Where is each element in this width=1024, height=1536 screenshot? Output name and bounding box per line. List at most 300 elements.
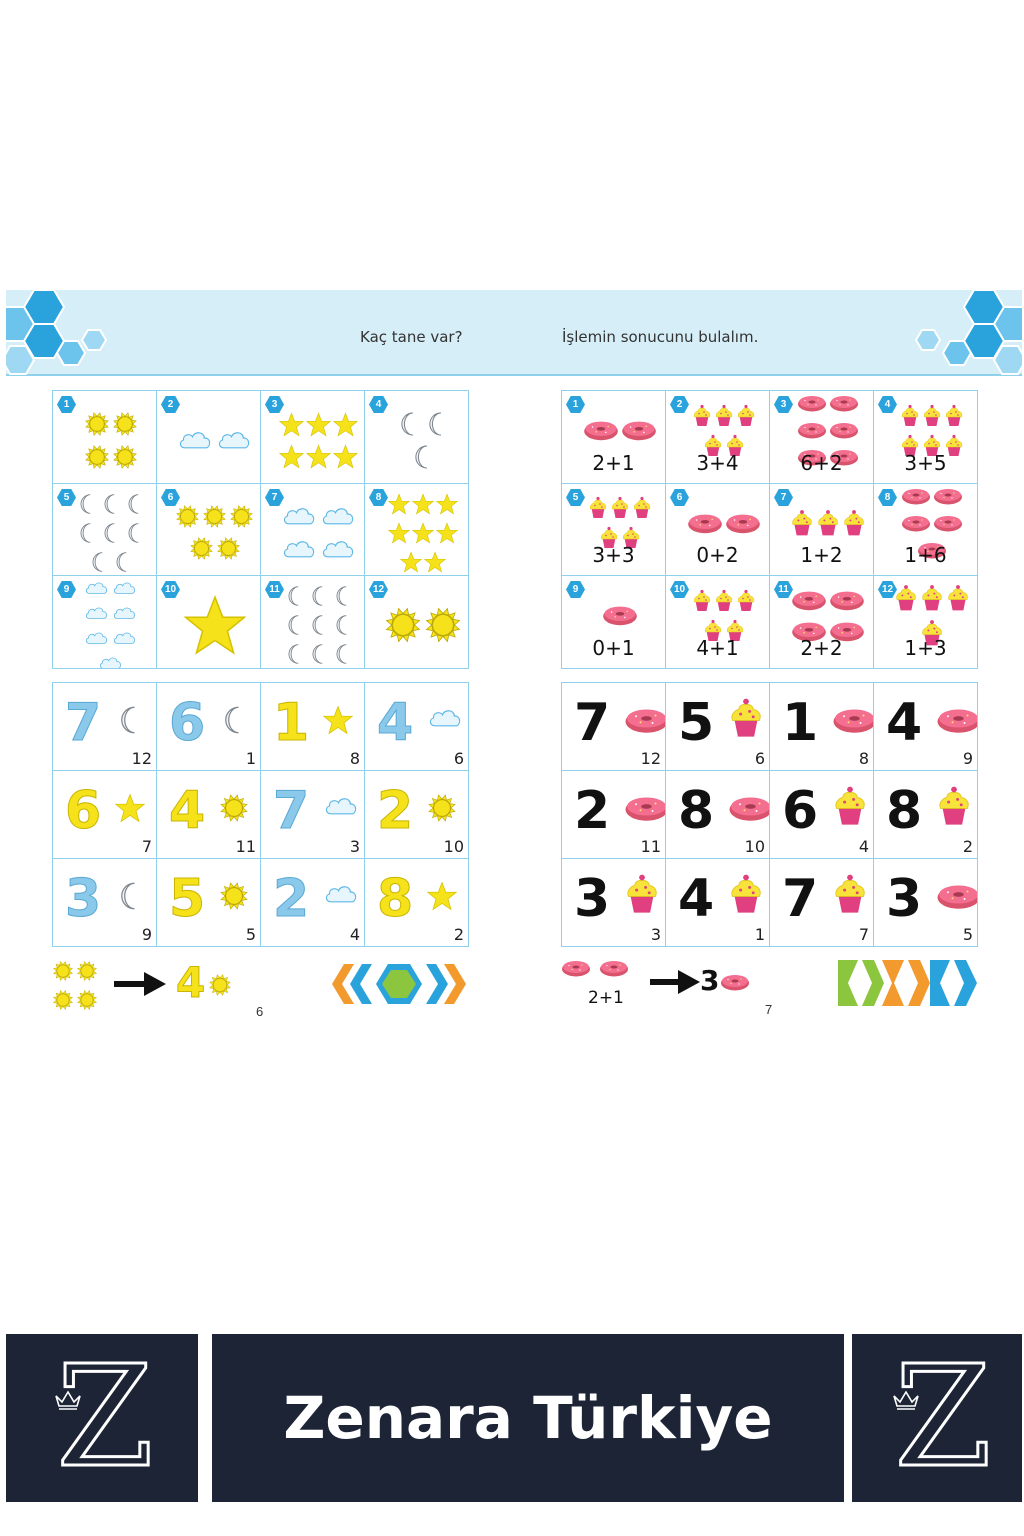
cupcake-icon bbox=[946, 584, 970, 617]
sun-icon bbox=[219, 881, 249, 916]
addition-operation: 3+4 bbox=[696, 450, 739, 475]
addition-operation: 3+5 bbox=[904, 450, 947, 475]
item-number: 6 bbox=[676, 491, 683, 503]
donut-icon bbox=[621, 418, 657, 447]
answer-number: 7 bbox=[273, 781, 310, 841]
addition-operation: 2+2 bbox=[800, 635, 843, 660]
item-number: 9 bbox=[572, 584, 579, 596]
cloud-icon bbox=[112, 629, 137, 652]
donut-icon bbox=[933, 513, 963, 538]
addition-grid bbox=[561, 390, 978, 669]
donut-icon bbox=[602, 603, 638, 632]
sun-icon bbox=[76, 960, 98, 987]
answer-cell bbox=[770, 683, 874, 771]
addition-answers-grid bbox=[561, 682, 978, 947]
answer-cell bbox=[562, 859, 666, 947]
moon-icon bbox=[410, 444, 436, 475]
logo-left bbox=[6, 1334, 198, 1502]
cloud-icon bbox=[281, 503, 317, 534]
moon-icon bbox=[115, 881, 145, 916]
cupcake-icon bbox=[816, 509, 840, 542]
exercise-cell bbox=[562, 576, 666, 669]
moon-icon bbox=[284, 643, 306, 668]
answer-cell bbox=[365, 771, 469, 859]
star-icon bbox=[436, 522, 458, 549]
answer-number: 2 bbox=[273, 869, 310, 929]
exercise-cell bbox=[770, 484, 874, 577]
right-page-title: İşlemin sonucunu bulalım. bbox=[562, 328, 759, 346]
answer-index: 3 bbox=[349, 837, 360, 856]
star-icon bbox=[388, 493, 410, 520]
star-icon bbox=[115, 793, 145, 828]
answer-number: 5 bbox=[678, 693, 715, 753]
item-number: 1 bbox=[63, 399, 70, 410]
cupcake-icon bbox=[842, 509, 866, 542]
sun-icon bbox=[229, 504, 254, 534]
icon-group bbox=[580, 409, 659, 457]
addition-operation: 2+1 bbox=[592, 450, 635, 475]
donut-icon bbox=[687, 511, 723, 540]
moon-icon bbox=[396, 411, 422, 442]
header-band bbox=[6, 290, 1022, 376]
icon-group bbox=[383, 502, 462, 570]
moon-icon bbox=[308, 614, 330, 641]
item-number: 9 bbox=[63, 584, 70, 596]
item-number: 1 bbox=[572, 399, 579, 410]
answer-index: 4 bbox=[349, 925, 360, 944]
star-icon bbox=[427, 881, 457, 916]
exercise-cell bbox=[157, 484, 261, 577]
answer-number: 3 bbox=[886, 869, 923, 929]
cupcake-icon bbox=[632, 496, 652, 524]
donut-icon bbox=[561, 958, 591, 982]
icon-group bbox=[892, 594, 971, 642]
moon-icon bbox=[308, 585, 330, 612]
star-icon bbox=[424, 551, 446, 576]
example-operation: 2+1 bbox=[588, 988, 624, 1008]
answer-number: 8 bbox=[377, 869, 414, 929]
left-page-title: Kaç tane var? bbox=[360, 328, 463, 346]
moon-icon bbox=[284, 614, 306, 641]
answer-index: 4 bbox=[858, 837, 869, 856]
moon-icon bbox=[332, 614, 354, 641]
example-sun-group bbox=[52, 960, 102, 1008]
answer-cell bbox=[365, 859, 469, 947]
sun-icon bbox=[112, 411, 138, 442]
cupcake-icon bbox=[588, 496, 608, 524]
icon-group bbox=[279, 409, 358, 477]
logo-letter: Z bbox=[894, 1336, 992, 1499]
donut-icon bbox=[624, 705, 666, 740]
star-icon bbox=[184, 594, 246, 661]
answer-index: 10 bbox=[744, 837, 765, 856]
exercise-cell bbox=[53, 484, 157, 577]
cloud-icon bbox=[216, 427, 252, 458]
icon-group bbox=[279, 502, 358, 570]
item-number: 7 bbox=[780, 491, 787, 503]
answer-number: 7 bbox=[65, 693, 102, 753]
donut-icon bbox=[583, 418, 619, 447]
sun-icon bbox=[384, 606, 422, 649]
sun-icon bbox=[84, 411, 110, 442]
right-page-number: 7 bbox=[765, 1002, 773, 1017]
sun-icon bbox=[424, 606, 462, 649]
left-page-number: 6 bbox=[256, 1004, 264, 1019]
exercise-cell bbox=[365, 576, 469, 669]
item-number: 8 bbox=[884, 491, 891, 503]
exercise-cell bbox=[261, 391, 365, 484]
sun-icon bbox=[52, 989, 74, 1016]
exercise-cell bbox=[666, 391, 770, 484]
cupcake-icon bbox=[944, 404, 964, 432]
star-icon bbox=[306, 444, 331, 474]
moon-icon bbox=[100, 493, 122, 520]
icon-group bbox=[788, 594, 867, 642]
moon-icon bbox=[308, 643, 330, 668]
answer-cell bbox=[770, 771, 874, 859]
cloud-icon bbox=[323, 793, 359, 824]
star-icon bbox=[333, 412, 358, 442]
arrow-right-icon bbox=[650, 968, 700, 996]
donut-icon bbox=[728, 793, 770, 828]
answer-cell bbox=[562, 683, 666, 771]
answer-number: 3 bbox=[65, 869, 102, 929]
answer-number: 3 bbox=[574, 869, 611, 929]
icon-group bbox=[279, 594, 358, 662]
cloud-icon bbox=[84, 629, 109, 652]
answer-index: 12 bbox=[131, 749, 152, 768]
cupcake-icon bbox=[728, 873, 764, 919]
answer-number: 7 bbox=[782, 869, 819, 929]
donut-icon bbox=[901, 513, 931, 538]
cloud-icon bbox=[320, 536, 356, 567]
item-number: 7 bbox=[271, 491, 278, 503]
answer-cell bbox=[53, 859, 157, 947]
counting-answers-grid bbox=[52, 682, 469, 947]
moon-icon bbox=[88, 551, 110, 576]
addition-operation: 1+3 bbox=[904, 635, 947, 660]
answer-index: 5 bbox=[245, 925, 256, 944]
addition-operation: 1+2 bbox=[800, 543, 843, 568]
cupcake-icon bbox=[920, 584, 944, 617]
icon-group bbox=[383, 594, 462, 662]
exercise-cell bbox=[562, 484, 666, 577]
addition-operation: 0+1 bbox=[592, 635, 635, 660]
answer-cell bbox=[562, 771, 666, 859]
icon-group bbox=[788, 502, 867, 550]
donut-icon bbox=[901, 486, 931, 511]
answer-cell bbox=[365, 683, 469, 771]
addition-operation: 3+3 bbox=[592, 543, 635, 568]
answer-index: 5 bbox=[962, 925, 973, 944]
answer-index: 7 bbox=[858, 925, 869, 944]
donut-icon bbox=[797, 393, 827, 418]
exercise-cell bbox=[770, 576, 874, 669]
item-number: 4 bbox=[375, 399, 382, 410]
cupcake-icon bbox=[736, 404, 756, 432]
answer-number: 6 bbox=[65, 781, 102, 841]
answer-number: 2 bbox=[574, 781, 611, 841]
item-number: 8 bbox=[375, 491, 382, 503]
answer-index: 3 bbox=[650, 925, 661, 944]
answer-cell bbox=[53, 683, 157, 771]
addition-operation: 4+1 bbox=[696, 635, 739, 660]
answer-number: 7 bbox=[574, 693, 611, 753]
arrow-right-icon bbox=[114, 970, 166, 998]
brand-footer bbox=[6, 1334, 1022, 1502]
exercise-cell bbox=[53, 391, 157, 484]
answer-number: 1 bbox=[273, 693, 310, 753]
item-number: 11 bbox=[778, 584, 789, 596]
item-number: 3 bbox=[780, 399, 787, 410]
icon-group bbox=[788, 409, 867, 457]
moon-icon bbox=[76, 522, 98, 549]
example-result-sun-icon bbox=[208, 973, 232, 1002]
answer-number: 4 bbox=[886, 693, 923, 753]
donut-icon bbox=[832, 705, 874, 740]
icon-group bbox=[175, 409, 254, 477]
answer-index: 2 bbox=[962, 837, 973, 856]
example-donut-group bbox=[561, 958, 651, 982]
donut-icon bbox=[624, 793, 666, 828]
moon-icon bbox=[124, 522, 146, 549]
pattern-decoration-right-icon bbox=[838, 960, 977, 1006]
answer-index: 7 bbox=[141, 837, 152, 856]
exercise-cell bbox=[365, 391, 469, 484]
donut-icon bbox=[936, 881, 978, 916]
answer-index: 12 bbox=[640, 749, 661, 768]
star-icon bbox=[279, 412, 304, 442]
sun-icon bbox=[202, 504, 227, 534]
sun-icon bbox=[52, 960, 74, 987]
header-divider bbox=[6, 374, 1022, 376]
moon-icon bbox=[332, 643, 354, 668]
cloud-icon bbox=[112, 579, 137, 602]
cupcake-icon bbox=[790, 509, 814, 542]
icon-group bbox=[175, 594, 254, 662]
icon-group bbox=[892, 409, 971, 457]
item-number: 11 bbox=[269, 584, 280, 596]
cupcake-icon bbox=[736, 589, 756, 617]
item-number: 5 bbox=[63, 491, 70, 503]
sun-icon bbox=[189, 536, 214, 566]
star-icon bbox=[412, 522, 434, 549]
answer-number: 6 bbox=[782, 781, 819, 841]
logo-letter: Z bbox=[56, 1336, 154, 1499]
exercise-cell bbox=[666, 484, 770, 577]
answer-index: 8 bbox=[858, 749, 869, 768]
icon-group bbox=[383, 409, 462, 477]
cupcake-icon bbox=[692, 589, 712, 617]
icon-group bbox=[684, 409, 763, 457]
icon-group bbox=[71, 594, 150, 662]
icon-group bbox=[71, 502, 150, 570]
cloud-icon bbox=[177, 427, 213, 458]
example-result-donut-icon bbox=[720, 972, 750, 997]
hexagon-decoration-left-icon bbox=[6, 290, 116, 376]
answer-cell bbox=[261, 683, 365, 771]
item-number: 5 bbox=[572, 491, 579, 503]
donut-icon bbox=[797, 420, 827, 445]
answer-index: 2 bbox=[453, 925, 464, 944]
answer-number: 4 bbox=[169, 781, 206, 841]
answer-number: 1 bbox=[782, 693, 819, 753]
moon-icon bbox=[219, 705, 249, 740]
moon-icon bbox=[76, 493, 98, 520]
answer-number: 8 bbox=[678, 781, 715, 841]
star-icon bbox=[323, 705, 353, 740]
exercise-cell bbox=[874, 391, 978, 484]
cupcake-icon bbox=[624, 873, 660, 919]
item-number: 10 bbox=[164, 584, 177, 596]
moon-icon bbox=[112, 551, 134, 576]
answer-cell bbox=[157, 859, 261, 947]
donut-icon bbox=[599, 958, 629, 982]
cupcake-icon bbox=[728, 697, 764, 743]
answer-number: 8 bbox=[886, 781, 923, 841]
exercise-cell bbox=[365, 484, 469, 577]
counting-grid bbox=[52, 390, 469, 669]
moon-icon bbox=[284, 585, 306, 612]
example-result-number: 4 bbox=[176, 958, 206, 1007]
cupcake-icon bbox=[894, 584, 918, 617]
exercise-cell bbox=[770, 391, 874, 484]
sun-icon bbox=[219, 793, 249, 828]
star-icon bbox=[279, 444, 304, 474]
answer-cell bbox=[261, 771, 365, 859]
icon-group bbox=[684, 594, 763, 642]
exercise-cell bbox=[261, 484, 365, 577]
addition-operation: 6+2 bbox=[800, 450, 843, 475]
cupcake-icon bbox=[832, 785, 868, 831]
answer-index: 11 bbox=[235, 837, 256, 856]
icon-group bbox=[580, 502, 659, 550]
answer-index: 1 bbox=[754, 925, 765, 944]
item-number: 2 bbox=[676, 399, 683, 410]
icon-group bbox=[580, 594, 659, 642]
answer-index: 9 bbox=[962, 749, 973, 768]
answer-cell bbox=[53, 771, 157, 859]
cupcake-icon bbox=[610, 496, 630, 524]
answer-number: 4 bbox=[377, 693, 414, 753]
answer-number: 6 bbox=[169, 693, 206, 753]
answer-index: 8 bbox=[349, 749, 360, 768]
answer-cell bbox=[666, 771, 770, 859]
answer-cell bbox=[666, 859, 770, 947]
sun-icon bbox=[112, 444, 138, 475]
cloud-icon bbox=[427, 705, 463, 736]
hexagon-decoration-right-icon bbox=[912, 290, 1022, 376]
cloud-icon bbox=[98, 654, 123, 669]
donut-icon bbox=[936, 705, 978, 740]
exercise-cell bbox=[157, 391, 261, 484]
cupcake-icon bbox=[714, 404, 734, 432]
cloud-icon bbox=[84, 579, 109, 602]
moon-icon bbox=[124, 493, 146, 520]
star-icon bbox=[388, 522, 410, 549]
star-icon bbox=[412, 493, 434, 520]
cupcake-icon bbox=[922, 404, 942, 432]
answer-index: 1 bbox=[245, 749, 256, 768]
star-icon bbox=[400, 551, 422, 576]
sun-icon bbox=[427, 793, 457, 828]
item-number: 6 bbox=[167, 491, 174, 503]
icon-group bbox=[71, 409, 150, 477]
cloud-icon bbox=[281, 536, 317, 567]
cupcake-icon bbox=[900, 404, 920, 432]
item-number: 2 bbox=[167, 399, 174, 410]
exercise-cell bbox=[53, 576, 157, 669]
item-number: 4 bbox=[884, 399, 891, 410]
logo-right bbox=[852, 1334, 1022, 1502]
cupcake-icon bbox=[832, 873, 868, 919]
exercise-cell bbox=[562, 391, 666, 484]
cupcake-icon bbox=[714, 589, 734, 617]
answer-cell bbox=[666, 683, 770, 771]
exercise-cell bbox=[157, 576, 261, 669]
item-number: 3 bbox=[271, 399, 278, 410]
sun-icon bbox=[175, 504, 200, 534]
answer-cell bbox=[261, 859, 365, 947]
icon-group bbox=[175, 502, 254, 570]
donut-icon bbox=[933, 486, 963, 511]
answer-index: 9 bbox=[141, 925, 152, 944]
sun-icon bbox=[216, 536, 241, 566]
icon-group bbox=[684, 502, 763, 550]
cupcake-icon bbox=[692, 404, 712, 432]
donut-icon bbox=[829, 393, 859, 418]
answer-index: 11 bbox=[640, 837, 661, 856]
answer-cell bbox=[874, 683, 978, 771]
star-icon bbox=[306, 412, 331, 442]
sun-icon bbox=[76, 989, 98, 1016]
cloud-icon bbox=[320, 503, 356, 534]
pattern-decoration-left-icon bbox=[330, 962, 468, 1006]
item-number: 10 bbox=[673, 584, 686, 596]
moon-icon bbox=[115, 705, 145, 740]
example-result-number: 3 bbox=[700, 964, 720, 997]
donut-icon bbox=[829, 420, 859, 445]
sun-icon bbox=[84, 444, 110, 475]
addition-operation: 0+2 bbox=[696, 543, 739, 568]
moon-icon bbox=[100, 522, 122, 549]
donut-icon bbox=[791, 588, 827, 617]
answer-cell bbox=[770, 859, 874, 947]
star-icon bbox=[333, 444, 358, 474]
answer-cell bbox=[157, 771, 261, 859]
answer-cell bbox=[874, 771, 978, 859]
cupcake-icon bbox=[936, 785, 972, 831]
moon-icon bbox=[424, 411, 450, 442]
answer-cell bbox=[157, 683, 261, 771]
addition-operation: 1+6 bbox=[904, 543, 947, 568]
donut-icon bbox=[829, 588, 865, 617]
icon-group bbox=[892, 502, 971, 550]
answer-cell bbox=[874, 859, 978, 947]
exercise-cell bbox=[874, 576, 978, 669]
exercise-cell bbox=[874, 484, 978, 577]
cloud-icon bbox=[112, 604, 137, 627]
brand-name: Zenara Türkiye bbox=[212, 1334, 844, 1502]
answer-number: 4 bbox=[678, 869, 715, 929]
answer-index: 6 bbox=[754, 749, 765, 768]
star-icon bbox=[436, 493, 458, 520]
item-number: 12 bbox=[881, 584, 894, 596]
item-number: 12 bbox=[372, 584, 385, 596]
cloud-icon bbox=[84, 604, 109, 627]
exercise-cell bbox=[666, 576, 770, 669]
answer-number: 5 bbox=[169, 869, 206, 929]
